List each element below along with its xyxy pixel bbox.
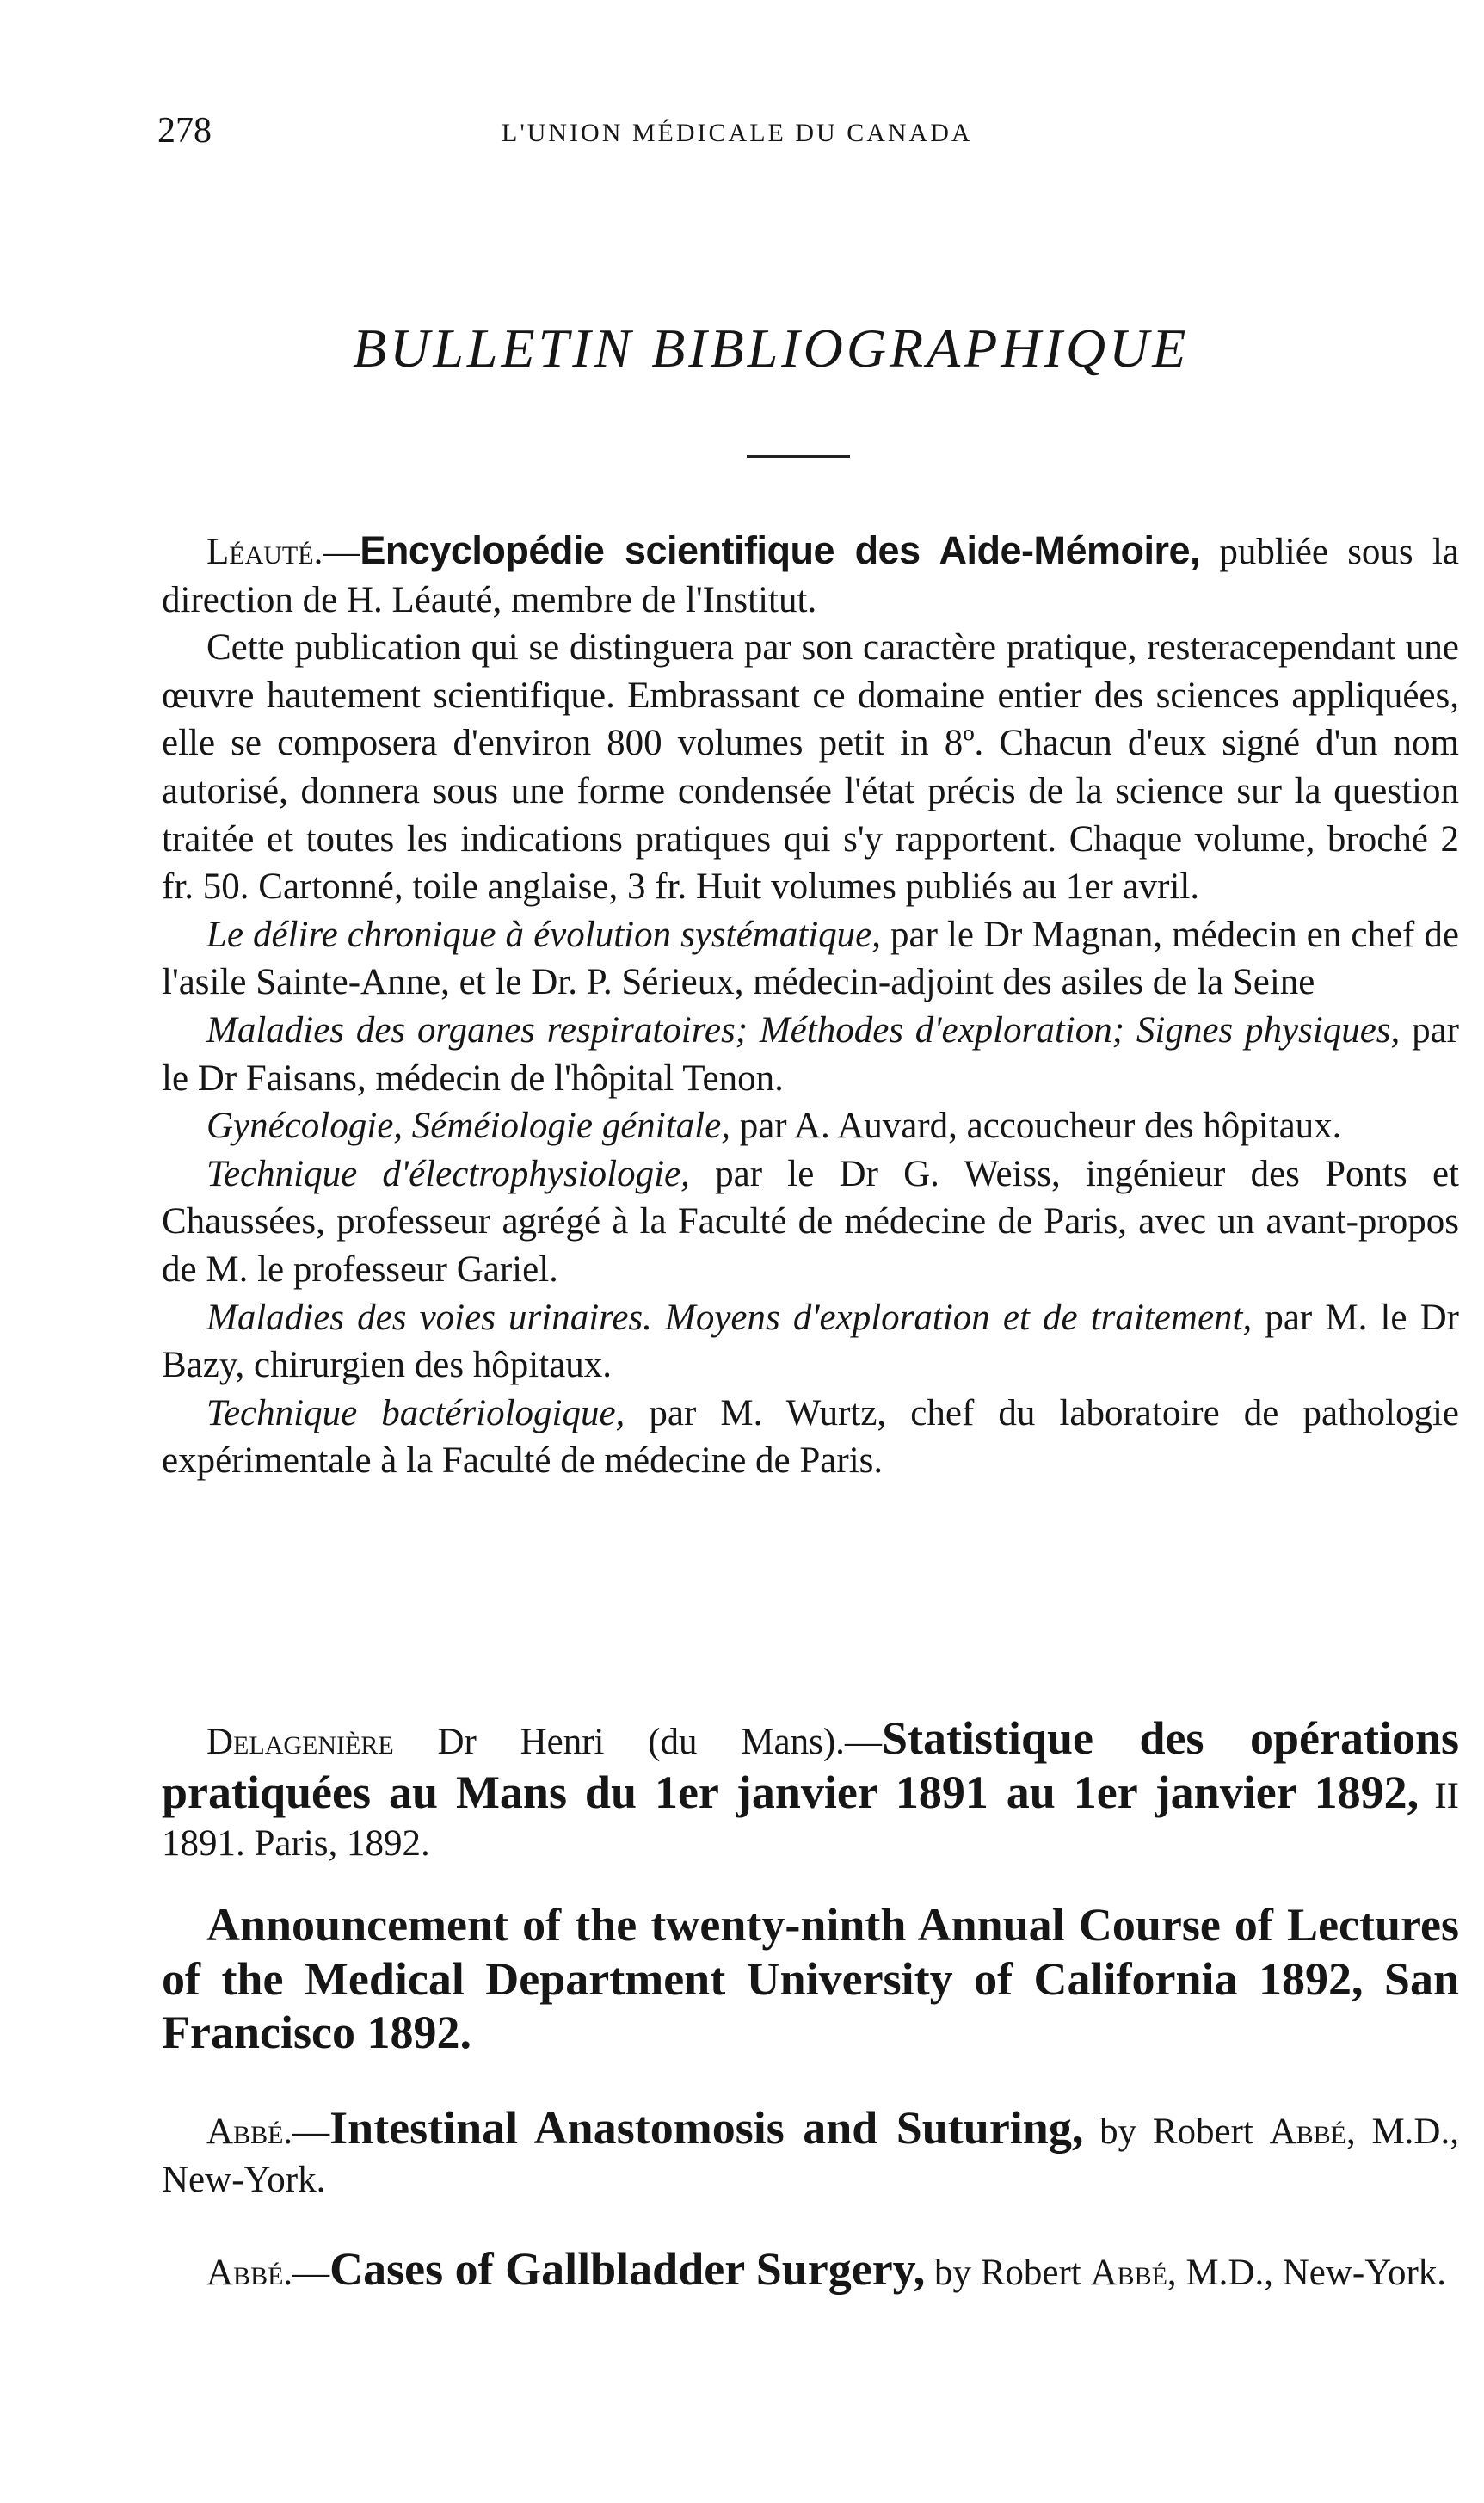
sub-entry-title: Gynécologie, Séméiologie génitale, [206, 1106, 730, 1147]
entry-title: Cases of Gallbladder Surgery, [329, 2243, 926, 2295]
entry-author: Léauté. [206, 532, 323, 572]
entry-text: by Robert [925, 2253, 1091, 2293]
sub-entry-title: Maladies des voies urinaires. Moyens d'exploration et de traitement, [206, 1297, 1253, 1338]
sub-entry-title: Le délire chronique à évolution systématique, [206, 914, 881, 955]
entry-announcement-text [162, 1899, 1459, 2061]
sub-entry-text: par M. Wurtz, chef du laboratoire de pathologie expérimentale à la Faculté de médecine de Paris. [162, 1392, 1459, 1482]
entry-author: Abbé [1269, 2112, 1346, 2152]
entry-leaute-description: Cette publication qui se distinguera par son caractère pratique, resteracependant une œuvre hautement scientifique. Embrassant ce domaine entier des sciences appliquées, elle se composera d'environ 800 volumes petit in 8º. Chacun d'eux signé d'un nom autorisé, donnera sous une forme condensée l'état précis de la science sur la question traitée et toutes les indications pratiques qui s'y rapportent. Chaque volume, broché 2 fr. 50. Cartonné, toile anglaise, 3 fr. Huit volumes publiés au 1er avril. [162, 627, 1459, 908]
entry-abbe-intestinal-text [162, 2102, 1459, 2204]
entry-title: Statistique des opérations pratiquées au Mans du 1er janvier 1891 au 1er janvier 1892, [162, 1712, 1459, 1818]
entry-text: by Robert [1083, 2112, 1270, 2152]
sub-entry-title: Maladies des organes respiratoires; Méthodes d'exploration; Signes physiques, [206, 1009, 1401, 1051]
sub-entry [162, 1102, 1459, 1150]
entry-dash: — [323, 532, 360, 572]
entry-abbe-intestinal [162, 2102, 1459, 2204]
entry-dash: — [292, 2253, 330, 2293]
running-title: L'UNION MÉDICALE DU CANADA [502, 119, 973, 147]
sub-entry-title: Technique bactériologique, [206, 1392, 625, 1433]
entry-announcement [162, 1899, 1459, 2061]
sub-entry [162, 1390, 1459, 1485]
entry-title: Intestinal Anastomosis and Suturing, [329, 2102, 1084, 2154]
sub-entry-text: par le Dr Magnan, médecin en chef de l'asile Sainte-Anne, et le Dr. P. Sérieux, médecin-adjoint des asiles de la Seine [162, 914, 1459, 1003]
entry-text: , M.D., New-York. [162, 2112, 1459, 2200]
entry-author: Abbé [1090, 2253, 1167, 2293]
sub-entry [162, 911, 1459, 1007]
page-number: 278 [157, 111, 212, 151]
title-rule [747, 455, 850, 458]
entry-leaute [162, 527, 1459, 1485]
entry-title: Encyclopédie scientifique des Aide-Mémoire, [360, 528, 1201, 572]
section-title: BULLETIN BIBLIOGRAPHIQUE [353, 317, 1190, 379]
sub-entry [162, 1007, 1459, 1102]
entry-author: Abbé. [206, 2112, 293, 2152]
entry-abbe-gallbladder [162, 2243, 1459, 2297]
sub-entry-text: par le Dr Faisans, médecin de l'hôpital Tenon. [162, 1009, 1460, 1099]
entry-leaute-heading [162, 527, 1459, 624]
sub-entry [162, 1294, 1459, 1390]
entry-text: II 1891. Paris, 1892. [162, 1775, 1459, 1865]
entry-abbe-gallbladder-text [162, 2243, 1459, 2297]
entry-dash: — [844, 1722, 882, 1762]
entry-author: Delagenière [206, 1722, 394, 1762]
entry-delageniere [162, 1712, 1459, 1868]
sub-entry-text: par A. Auvard, accoucheur des hôpitaux. [730, 1106, 1342, 1147]
sub-entry-text: par le Dr G. Weiss, ingénieur des Ponts et Chaussées, professeur agrégé à la Faculté de médecine de Paris, avec un avant-propos de M. le professeur Gariel. [162, 1153, 1460, 1290]
sub-entry [162, 1150, 1459, 1294]
sub-entry-title: Technique d'électrophysiologie, [206, 1153, 690, 1194]
entry-text: , M.D., New-York. [1167, 2253, 1447, 2293]
entry-text: Dr Henri (du Mans). [393, 1722, 845, 1762]
entry-dash: — [292, 2112, 330, 2152]
sub-entry-text: par M. le Dr Bazy, chirurgien des hôpitaux. [162, 1297, 1459, 1386]
entry-author: Abbé. [206, 2253, 293, 2293]
entry-title: Announcement of the twenty-ninth Annual Course of Lectures of the Medical Department University of California 1892, San Francisco 1892. [162, 1899, 1459, 2059]
entry-text: publiée sous la direction de H. Léauté, membre de l'Institut. [162, 532, 1459, 620]
entry-delageniere-text [162, 1712, 1459, 1868]
